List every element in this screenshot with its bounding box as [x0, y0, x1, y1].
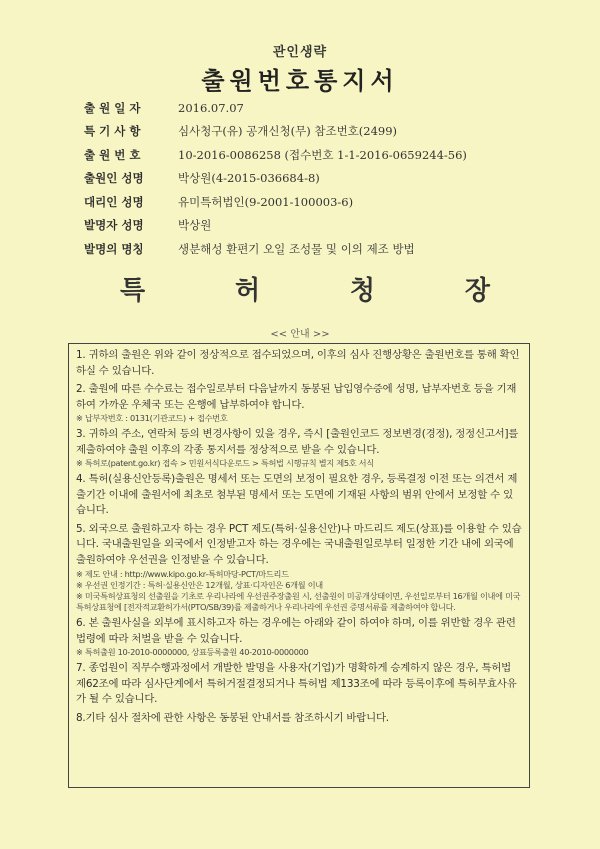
- heading-char: 장: [464, 276, 490, 306]
- info-row-filing-date: [84, 96, 554, 120]
- filing-date-value: 2016.07.07: [178, 100, 244, 115]
- notice-note: ※ 납부자번호 : 0131(기관코드) + 접수번호: [76, 413, 228, 423]
- notice-item-text: 7. 종업원이 직무수행과정에서 개발한 발명을 사용자(기업)가 명확하게 승계하지 않은 경우, 특허법 제62조에 따라 심사단계에서 특허거절결정되거나 특허법 제133조에 따라 등록이후에 특허무효사유가 될 수 있습니다.: [76, 662, 517, 705]
- guide-label: << 안내 >>: [270, 329, 330, 340]
- application-number-value: 10-2016-0086258 (접수번호 1-1-2016-0659244-56): [178, 147, 467, 162]
- notice-item-text: 4. 특허(실용신안등록)출원은 명세서 또는 도면의 보정이 필요한 경우, 등록결정 이전 또는 의견서 제출기간 이내에 출원서에 최초로 첨부된 명세서 또는 도면에 기재된 사항의 범위 안에서 보정할 수 있습니다.: [76, 473, 518, 516]
- info-label: 출 원 일 자: [84, 100, 141, 115]
- notice-note: ※ 특허로(patent.go.kr) 접속 > 민원서식다운로드 > 특허법 시행규칙 별지 제5호 서식: [76, 458, 374, 468]
- notice-item-7: [76, 661, 522, 708]
- info-row-applicant-name: [84, 167, 554, 191]
- notice-item-text: 6. 본 출원사실을 외부에 표시하고자 하는 경우에는 아래와 같이 하여야 하며, 이를 위반할 경우 관련법령에 따라 처벌을 받을 수 있습니다.: [76, 617, 516, 645]
- notice-item-text: 5. 외국으로 출원하고자 하는 경우 PCT 제도(특허·실용신안)나 마드리드 제도(상표)를 이용할 수 있습니다. 국내출원일을 외국에서 인정받고자 하는 경우에는 국내출원일로부터 일정한 기간 내에 외국에 출원하여야 우선권을 인정받을 수 있습니다.: [76, 522, 522, 566]
- notice-item-text: 2. 출원에 따른 수수료는 접수일로부터 다음날까지 동봉된 납입영수증에 성명, 납부자번호 등을 기재하여 가까운 우체국 또는 은행에 납부하여야 합니다.: [76, 383, 517, 411]
- application-info-table: [84, 96, 554, 261]
- info-row-invention-title: [84, 237, 554, 261]
- notice-notes: [76, 569, 522, 613]
- info-label: 발명자 성명: [84, 218, 144, 233]
- invention-title-value: 생분해성 환편기 오일 조성물 및 이의 제조 방법: [178, 241, 415, 256]
- commissioner-heading: [120, 270, 490, 307]
- heading-char: 청: [349, 276, 376, 306]
- heading-char: 특: [120, 276, 146, 306]
- notice-note: ※ 우선권 인정기간 : 특허·실용신안은 12개월, 상표·디자인은 6개월 이내: [76, 580, 323, 590]
- notice-item-3: [76, 427, 522, 469]
- notice-note: ※ 제도 안내 : http://www.kipo.go.kr-특허마당-PCT/마드리드: [76, 569, 289, 579]
- notice-note: ※ 특허출원 10-2010-0000000, 상표등록출원 40-2010-0000000: [76, 647, 309, 657]
- info-row-agent-name: [84, 190, 554, 214]
- info-label: 출원인 성명: [84, 171, 144, 186]
- document-title: 출원번호통지서: [201, 67, 399, 95]
- info-label: 출 원 번 호: [84, 147, 141, 162]
- inventor-name-value: 박상원: [178, 218, 212, 233]
- info-label: 대리인 성명: [84, 194, 144, 209]
- notice-item-2: [76, 382, 522, 424]
- notice-item-text: 8.기타 심사 절차에 관한 사항은 동봉된 안내서를 참조하시기 바랍니다.: [76, 711, 389, 724]
- guide-notice-box: [68, 343, 530, 788]
- info-label: 발명의 명칭: [84, 241, 144, 256]
- applicant-name-value: 박상원(4-2015-036684-8): [178, 171, 320, 186]
- info-label: 특 기 사 항: [84, 124, 141, 139]
- info-row-special-notes: [84, 120, 554, 144]
- info-row-application-number: [84, 143, 554, 167]
- notice-item-6: [76, 616, 522, 658]
- seal-omitted-stamp: 관인생략: [272, 45, 328, 60]
- heading-char: 허: [234, 276, 261, 306]
- notice-note: ※ 미국특허상표청의 선출원을 기초로 우리나라에 우선권주장출원 시, 선출원이 미공개상태이면, 우선일로부터 16개월 이내에 미국특허상표청에 [전자적교환허가서(PTO/SB/39)를 제출하거나 우리나라에 우선권 증명서류를 제출하여야 합니다.: [76, 591, 521, 612]
- notice-item-8: [76, 711, 522, 727]
- notice-item-1: [76, 348, 522, 379]
- notice-item-text: 3. 귀하의 주소, 연락처 등의 변경사항이 있을 경우, 즉시 [출원인코드 정보변경(경정), 정정신고서]를 제출하여야 출원 이후의 각종 통지서를 정상적으로 받을 수 있습니다.: [76, 428, 519, 456]
- agent-name-value: 유미특허법인(9-2001-100003-6): [178, 194, 354, 209]
- special-notes-value: 심사청구(유) 공개신청(무) 참조번호(2499): [178, 124, 398, 139]
- notice-item-text: 1. 귀하의 출원은 위와 같이 정상적으로 접수되었으며, 이후의 심사 진행상황은 출원번호를 통해 확인하실 수 있습니다.: [76, 349, 520, 377]
- notice-item-4: [76, 472, 522, 519]
- info-row-inventor-name: [84, 214, 554, 238]
- notice-item-5: [76, 522, 522, 614]
